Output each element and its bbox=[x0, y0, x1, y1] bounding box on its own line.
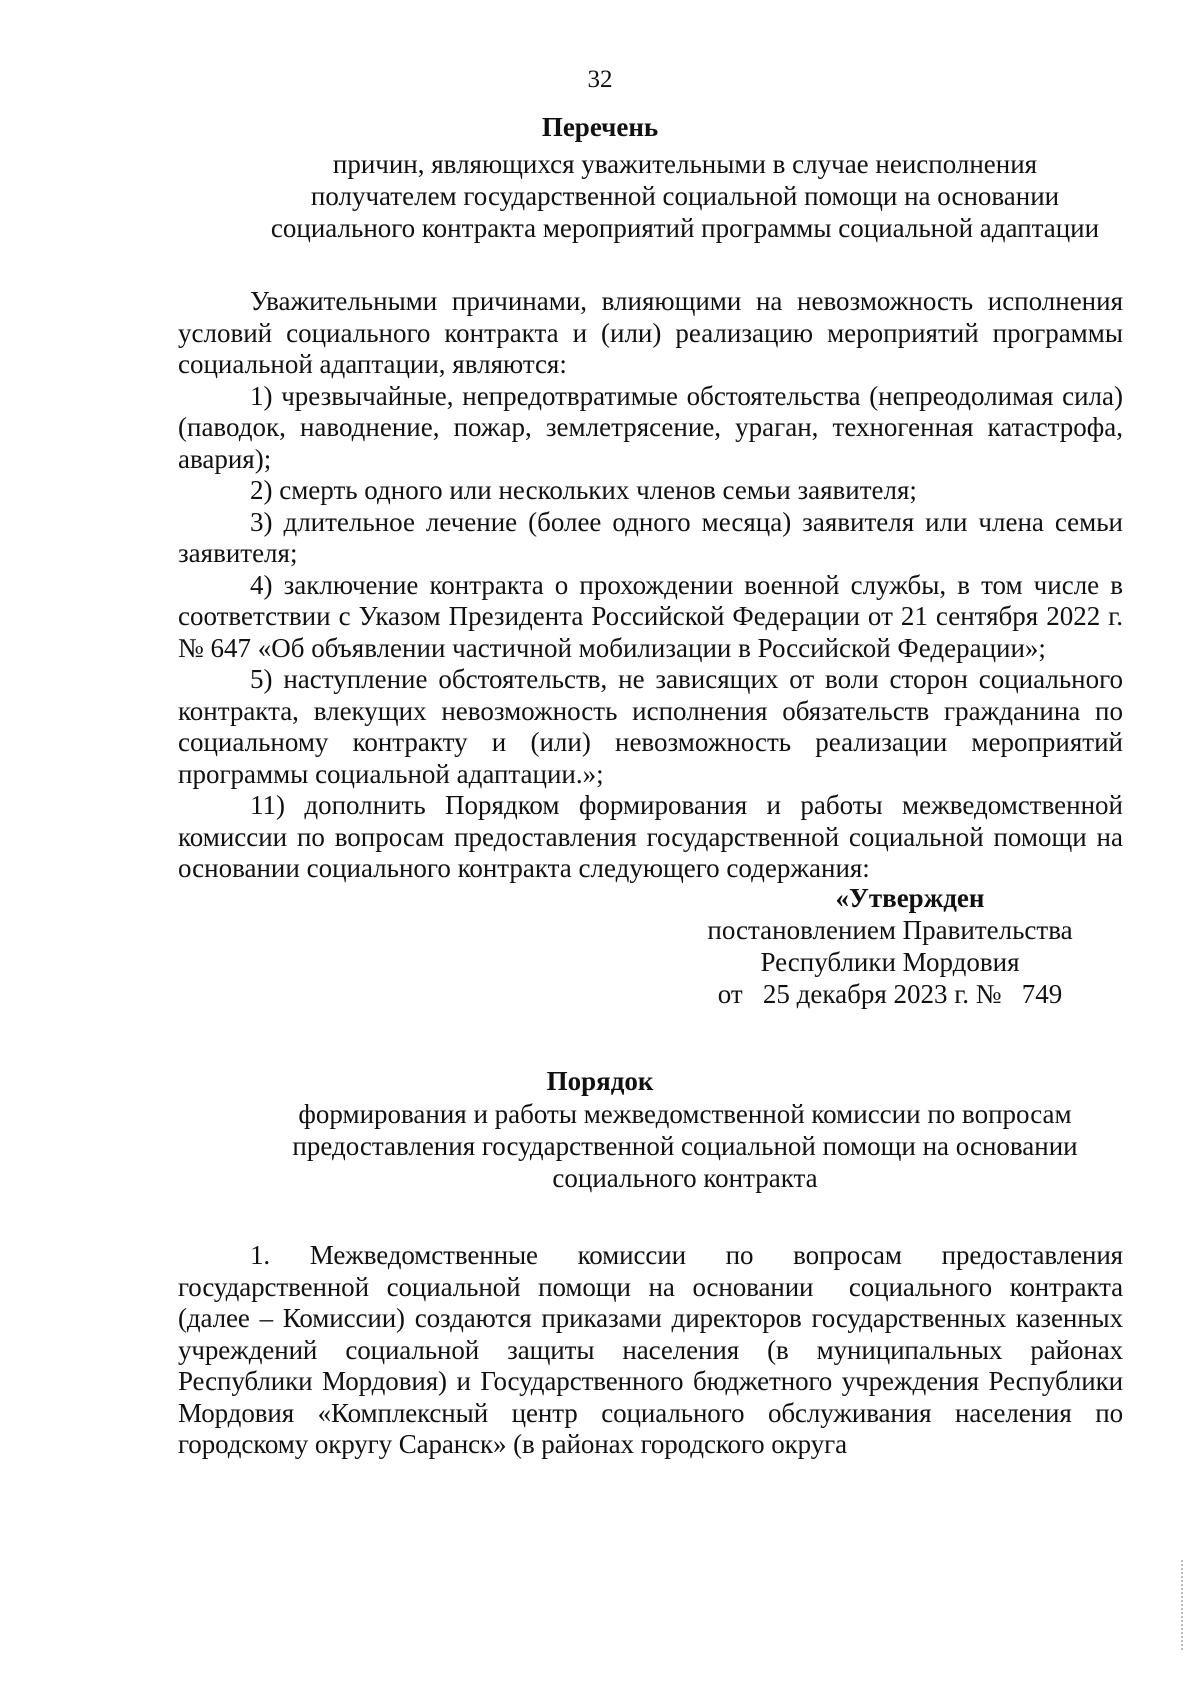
approval-stamp bbox=[690, 882, 1090, 1010]
approval-line-date: от 25 декабря 2023 г. № 749 bbox=[717, 979, 1063, 1009]
paragraph-item-5: 5) наступление обстоятельств, не зависящих от воли сторон социального контракта, влекущих невозможность исполнения обязательств гражданина по социальному контракту и (или) невозможность реализации мероприятий программы социальной адаптации.»; bbox=[178, 664, 1123, 789]
paragraph-intro: Уважительными причинами, влияющими на невозможность исполнения условий социального контракта и (или) реализацию мероприятий программы социальной адаптации, являются: bbox=[178, 286, 1123, 379]
list-subtitle-line: причин, являющихся уважительными в случае неисполнения bbox=[332, 149, 1038, 179]
scan-edge-marks bbox=[1181, 1560, 1186, 1650]
paragraph-item-3: 3) длительное лечение (более одного месяца) заявителя или члена семьи заявителя; bbox=[178, 506, 1123, 568]
order-paragraph-1: 1. Межведомственные комиссии по вопросам предоставления государственной социальной помощи на основании социального контракта (далее – Комиссии) создаются приказами директоров государственных казенных учреждений социальной защиты населения (в муниципальных районах Республики Мордовия) и Государственного бюджетного учреждения Республики Мордовия «Комплексный центр социального обслуживания населения по городскому округу Саранск» (в районах городского округа bbox=[178, 1240, 1130, 1459]
list-subtitle bbox=[180, 148, 1190, 244]
paragraph-item-11: 11) дополнить Порядком формирования и работы межведомственной комиссии по вопросам предоставления государственной социальной помощи на основании социального контракта следующего содержания: bbox=[178, 790, 1123, 883]
paragraph-item-4: 4) заключение контракта о прохождении военной службы, в том числе в соответствии с Указом Президента Российской Федерации от 21 сентября 2022 г. № 647 «Об объявлении частичной мобилизации в Российской Федерации»; bbox=[178, 569, 1123, 663]
list-title: Перечень bbox=[541, 112, 659, 142]
order-subtitle-line: социального контракта bbox=[552, 1163, 818, 1193]
order-title: Порядок bbox=[546, 1066, 654, 1096]
paragraph-item-1: 1) чрезвычайные, непредотвратимые обстоятельства (непреодолимая сила) (паводок, наводнение, пожар, землетрясение, ураган, техногенная катастрофа, авария); bbox=[178, 380, 1123, 474]
order-subtitle-line: предоставления государственной социальной помощи на основании bbox=[292, 1131, 1078, 1161]
approval-line-approved: «Утвержден bbox=[835, 883, 985, 913]
page-number: 32 bbox=[587, 66, 613, 93]
approval-line-republic: Республики Мордовия bbox=[760, 947, 1020, 977]
reasons-body bbox=[178, 286, 1123, 885]
paragraph-item-2: 2) смерть одного или нескольких членов семьи заявителя; bbox=[250, 475, 917, 505]
order-subtitle-line: формирования и работы межведомственной комиссии по вопросам bbox=[298, 1099, 1072, 1129]
order-subtitle bbox=[180, 1098, 1190, 1194]
order-body bbox=[178, 1240, 1130, 1461]
approval-line-resolution: постановлением Правительства bbox=[707, 915, 1073, 945]
list-subtitle-line: социального контракта мероприятий программы социальной адаптации bbox=[270, 213, 1100, 243]
list-subtitle-line: получателем государственной социальной помощи на основании bbox=[310, 181, 1060, 211]
